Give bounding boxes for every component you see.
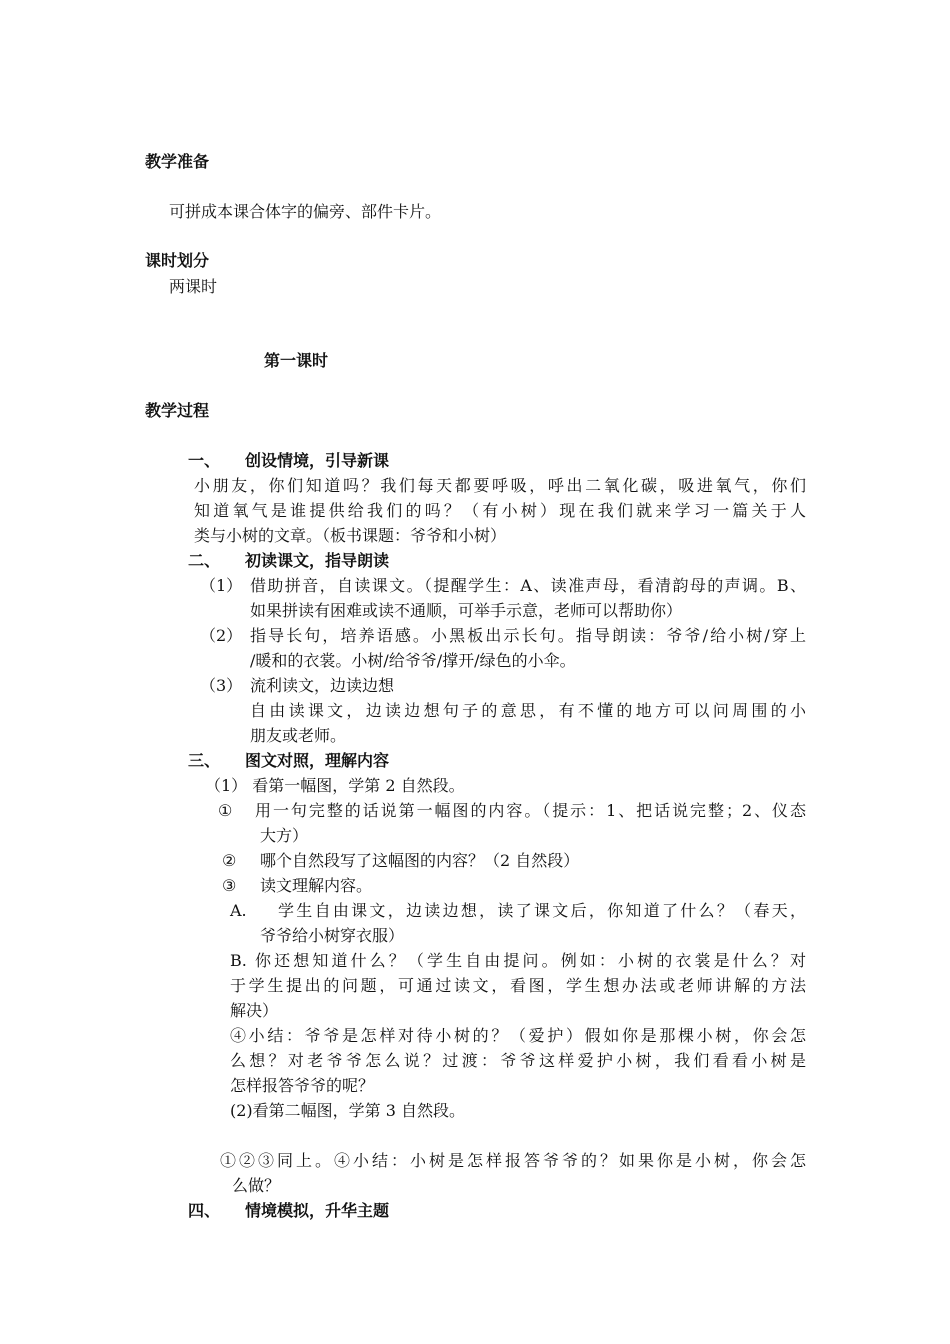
step-2-item-2-line: /暖和的衣裳。小树/给爷爷/撑开/绿色的小伞。 bbox=[250, 651, 576, 670]
summary-line: ④小结：爷爷是怎样对待小树的？（爱护）假如你是那棵小树，你会怎 bbox=[230, 1026, 806, 1045]
step-3-title: 图文对照，理解内容 bbox=[245, 751, 390, 770]
step-2-item-3-number: （3） bbox=[200, 676, 243, 695]
summary-line: 么想？对老爷爷怎么说？过渡：爷爷这样爱护小树，我们看看小树是 bbox=[230, 1051, 806, 1070]
step-3-point-3: 读文理解内容。 bbox=[260, 876, 373, 895]
step-3-point-1-line: 大方） bbox=[260, 826, 309, 845]
step-3-point-2: 哪个自然段写了这幅图的内容？（2 自然段） bbox=[260, 851, 580, 870]
step-2-item-1-line: 如果拼读有困难或读不通顺，可举手示意，老师可以帮助你） bbox=[250, 601, 683, 620]
circled-number-2: ② bbox=[222, 851, 237, 870]
sub-point-a-letter: A. bbox=[230, 901, 247, 920]
step-3-part-2-line: 么做？ bbox=[232, 1176, 281, 1195]
step-1-line: 类与小树的文章。（板书课题：爷爷和小树） bbox=[194, 526, 507, 545]
step-2-item-2-number: （2） bbox=[200, 626, 243, 645]
step-1-number: 一、 bbox=[188, 451, 221, 470]
step-2-item-1-number: （1） bbox=[200, 576, 243, 595]
step-4-number: 四、 bbox=[188, 1201, 221, 1220]
sub-point-a-line: 爷爷给小树穿衣服） bbox=[260, 926, 405, 945]
step-4-title: 情境模拟，升华主题 bbox=[245, 1201, 390, 1220]
lesson-title: 第一课时 bbox=[264, 351, 329, 370]
sub-point-b-line: B. 你还想知道什么？（学生自由提问。例如：小树的衣裳是什么？对 bbox=[230, 951, 806, 970]
section-heading-division: 课时划分 bbox=[145, 251, 210, 270]
step-3-part-1: （1） 看第一幅图，学第 2 自然段。 bbox=[205, 776, 465, 795]
division-body: 两课时 bbox=[169, 277, 218, 296]
step-2-item-1-line: 借助拼音，自读课文。（提醒学生：A、读准声母，看清韵母的声调。B、 bbox=[250, 576, 806, 595]
step-1-line: 小朋友，你们知道吗？我们每天都要呼吸，呼出二氧化碳，吸进氧气，你们 bbox=[194, 476, 806, 495]
circled-number-1: ① bbox=[218, 801, 233, 820]
step-2-item-3-line: 自由读课文，边读边想句子的意思，有不懂的地方可以问周围的小 bbox=[250, 701, 806, 720]
step-2-item-2-line: 指导长句，培养语感。小黑板出示长句。指导朗读：爷爷/给小树/穿上 bbox=[250, 626, 806, 645]
prep-body: 可拼成本课合体字的偏旁、部件卡片。 bbox=[169, 202, 442, 221]
sub-point-b-line: 于学生提出的问题，可通过读文，看图，学生想办法或老师讲解的方法 bbox=[230, 976, 806, 995]
section-heading-process: 教学过程 bbox=[145, 401, 210, 420]
sub-point-b-line: 解决） bbox=[230, 1001, 279, 1020]
step-2-item-3-line: 流利读文，边读边想 bbox=[250, 676, 395, 695]
step-3-part-2: (2)看第二幅图，学第 3 自然段。 bbox=[230, 1101, 466, 1120]
section-heading-prep: 教学准备 bbox=[145, 152, 210, 171]
circled-number-3: ③ bbox=[222, 876, 237, 895]
summary-line: 怎样报答爷爷的呢？ bbox=[230, 1076, 375, 1095]
step-3-part-2-line: ①②③同上。④小结：小树是怎样报答爷爷的？如果你是小树，你会怎 bbox=[220, 1151, 806, 1170]
step-2-item-3-line: 朋友或老师。 bbox=[250, 726, 347, 745]
step-3-number: 三、 bbox=[188, 751, 221, 770]
step-3-point-1-line: 用一句完整的话说第一幅图的内容。（提示：1、把话说完整；2、仪态 bbox=[255, 801, 806, 820]
step-1-title: 创设情境，引导新课 bbox=[245, 451, 390, 470]
step-1-line: 知道氧气是谁提供给我们的吗？（有小树）现在我们就来学习一篇关于人 bbox=[194, 501, 806, 520]
step-2-number: 二、 bbox=[188, 551, 221, 570]
step-2-title: 初读课文，指导朗读 bbox=[245, 551, 390, 570]
sub-point-a-line: 学生自由课文，边读边想，读了课文后，你知道了什么？（春天， bbox=[278, 901, 806, 920]
